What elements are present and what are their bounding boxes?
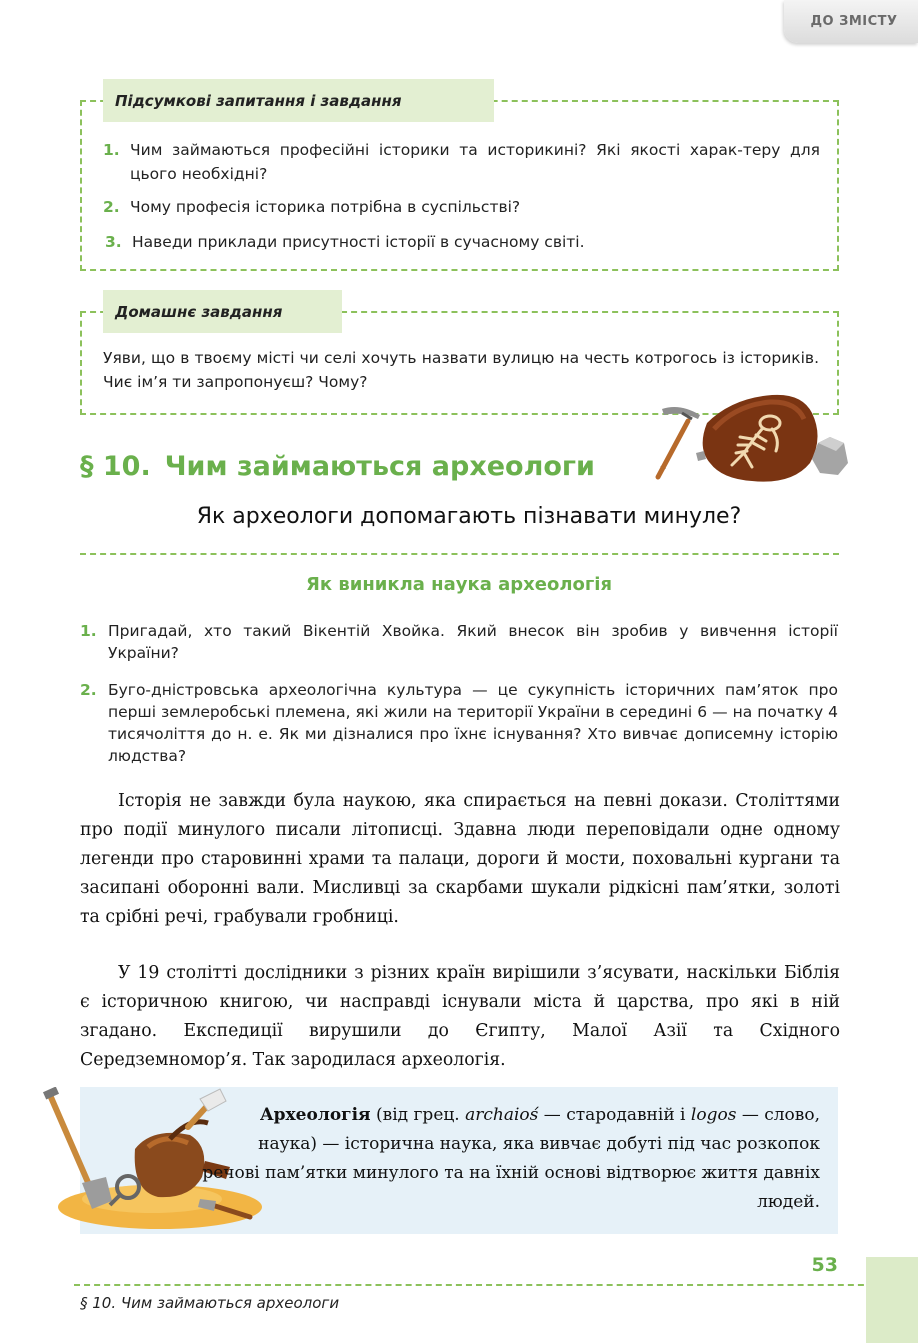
summary-label: Підсумкові запитання і завдання <box>103 79 494 122</box>
body-paragraph-1: Історія не завжди була наукою, яка спирається на певні докази. Століттями про події минулого писали літописці. Здавна люди переповідали одне одному легенди про старовинні храми та палаци, дороги й мости, поховальні кургани та засипані оборонні вали. Мисливці за скарбами шукали рідкісні пам’ятки, золоті та срібні речі, грабували гробниці. <box>80 791 840 927</box>
fossil-rock-icon <box>652 393 852 485</box>
section-title <box>80 451 595 482</box>
section-question: Як археологи допомагають пізнавати минуле? <box>196 504 742 529</box>
section-divider <box>80 553 839 555</box>
recall-item-2-num: 2. <box>80 681 97 699</box>
definition-text <box>200 1101 820 1217</box>
body-paragraph-2: У 19 столітті дослідники з різних країн вирішили з’ясувати, наскільки Біблія є історичною книгою, чи насправді існували міста й царства, про які в ній згадано. Експедиції вирушили до Єгипту, Малої Азії та Східного Середземномор’я. Так зародилася археологія. <box>80 963 840 1070</box>
page-tab <box>866 1257 918 1343</box>
definition-term: Археологія <box>259 1105 371 1125</box>
definition-greek-1: archaioś <box>465 1105 539 1125</box>
footer-divider <box>74 1284 884 1286</box>
recall-item-1-num: 1. <box>80 622 97 640</box>
summary-item-2: Чому професія історика потрібна в суспільстві? <box>130 198 521 216</box>
section-number: § 10. <box>80 451 151 482</box>
definition-part-1: (від грец. <box>370 1105 466 1125</box>
homework-text: Уяви, що в твоєму місті чи селі хочуть назвати вулицю на честь котрогось із істориків. Чиє ім’я ти запропонуєш? Чому? <box>103 349 819 391</box>
summary-item-1: Чим займаються професійні історики та историкині? Які якості харак-теру для цього необхідні? <box>130 141 820 183</box>
toc-button[interactable]: ДО ЗМІСТУ <box>784 0 918 43</box>
page-number: 53 <box>811 1254 838 1276</box>
subheading: Як виникла наука археологія <box>305 574 613 595</box>
summary-item-3-num: 3. <box>105 233 122 251</box>
homework-label: Домашнє завдання <box>103 290 342 333</box>
recall-item-2: Буго-дністровська археологічна культура — це сукупність історичних пам’яток про перші землеробські племена, які жили на території України в середині 6 — на початку 4 тисячоліття до н. е. Як ми дізналися про їхнє існування? Хто вивчає дописемну історію людства? <box>108 681 838 765</box>
summary-item-3: Наведи приклади присутності історії в сучасному світі. <box>132 233 585 251</box>
definition-greek-2: logos <box>690 1105 737 1125</box>
summary-item-2-num: 2. <box>103 198 120 216</box>
section-title-text: Чим займаються археологи <box>164 451 595 482</box>
definition-part-2: — стародавній і <box>538 1105 691 1125</box>
summary-item-1-num: 1. <box>103 141 120 159</box>
recall-item-1: Пригадай, хто такий Вікентій Хвойка. Який внесок він зробив у вивчення історії України? <box>108 622 838 662</box>
running-title: § 10. Чим займаються археологи <box>80 1294 340 1312</box>
definition-part-3: — слово, наука) — історична наука, яка вивчає добуті під час розкопок речові пам’ятки минулого та на їхній основі відтворює життя давніх людей. <box>202 1105 820 1212</box>
